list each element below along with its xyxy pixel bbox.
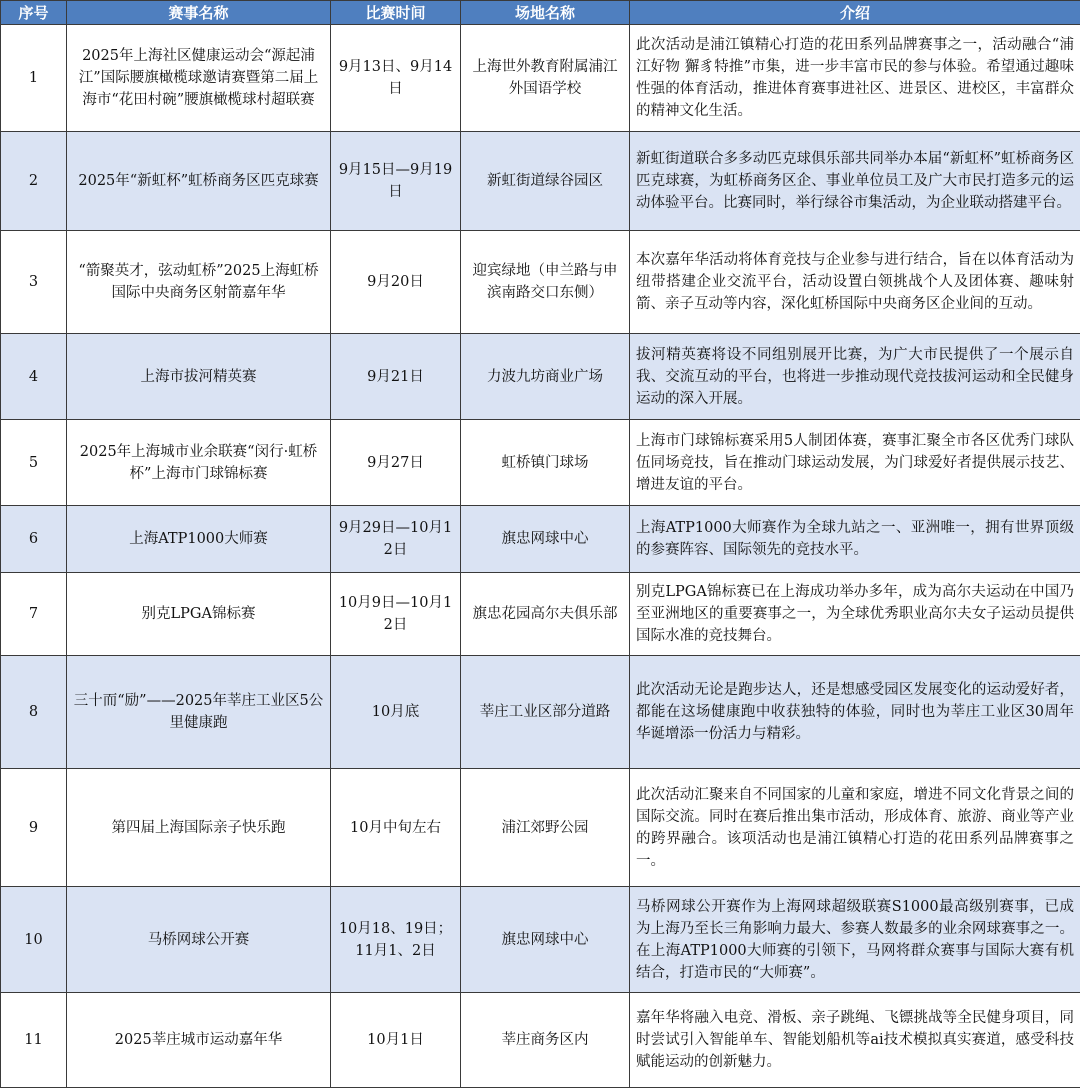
event-time: 9月29日—10月12日 [331,506,461,573]
header-venue: 场地名称 [461,1,630,25]
row-index: 1 [1,25,67,132]
table-body [1,25,1080,1088]
event-intro: 马桥网球公开赛作为上海网球超级联赛S1000最高级别赛事，已成为上海乃至长三角影响力最大、参赛人数最多的业余网球赛事之一。在上海ATP1000大师赛的引领下，马网将群众赛事与国际大赛有机结合，打造市民的“大师赛”。 [630,887,1080,993]
event-time: 10月中旬左右 [331,769,461,887]
event-name: 2025年“新虹杯”虹桥商务区匹克球赛 [67,132,331,231]
event-intro: 拔河精英赛将设不同组别展开比赛，为广大市民提供了一个展示自我、交流互动的平台，也将进一步推动现代竞技拔河运动和全民健身运动的深入开展。 [630,334,1080,420]
event-venue: 浦江郊野公园 [461,769,630,887]
table-row [1,993,1080,1088]
event-venue: 旗忠花园高尔夫俱乐部 [461,573,630,656]
table-row [1,656,1080,769]
event-time: 10月1日 [331,993,461,1088]
event-venue: 莘庄商务区内 [461,993,630,1088]
table-row [1,573,1080,656]
table-row [1,25,1080,132]
event-intro: 别克LPGA锦标赛已在上海成功举办多年，成为高尔夫运动在中国乃至亚洲地区的重要赛事之一，为全球优秀职业高尔夫女子运动员提供国际水准的竞技舞台。 [630,573,1080,656]
row-index: 6 [1,506,67,573]
event-venue: 旗忠网球中心 [461,506,630,573]
event-name: “箭聚英才，弦动虹桥”2025上海虹桥国际中央商务区射箭嘉年华 [67,231,331,334]
event-time: 10月18、19日；11月1、2日 [331,887,461,993]
event-time: 9月21日 [331,334,461,420]
event-intro: 本次嘉年华活动将体育竞技与企业参与进行结合，旨在以体育活动为纽带搭建企业交流平台，活动设置白领挑战个人及团体赛、趣味射箭、亲子互动等内容，深化虹桥国际中央商务区企业间的互动。 [630,231,1080,334]
event-intro: 上海市门球锦标赛采用5人制团体赛，赛事汇聚全市各区优秀门球队伍同场竞技，旨在推动门球运动发展，为门球爱好者提供展示技艺、增进友谊的平台。 [630,420,1080,506]
row-index: 8 [1,656,67,769]
event-name: 2025莘庄城市运动嘉年华 [67,993,331,1088]
row-index: 11 [1,993,67,1088]
event-time: 9月27日 [331,420,461,506]
event-name: 别克LPGA锦标赛 [67,573,331,656]
table-header [1,1,1080,25]
event-venue: 虹桥镇门球场 [461,420,630,506]
event-time: 10月9日—10月12日 [331,573,461,656]
table-row [1,506,1080,573]
table-row [1,887,1080,993]
event-name: 第四届上海国际亲子快乐跑 [67,769,331,887]
event-time: 9月15日—9月19日 [331,132,461,231]
event-intro: 此次活动无论是跑步达人，还是想感受园区发展变化的运动爱好者，都能在这场健康跑中收获独特的体验，同时也为莘庄工业区30周年华诞增添一份活力与精彩。 [630,656,1080,769]
event-intro: 嘉年华将融入电竞、滑板、亲子跳绳、飞镖挑战等全民健身项目，同时尝试引入智能单车、智能划船机等ai技术模拟真实赛道，感受科技赋能运动的创新魅力。 [630,993,1080,1088]
event-name: 上海ATP1000大师赛 [67,506,331,573]
event-name: 三十而“励”——2025年莘庄工业区5公里健康跑 [67,656,331,769]
row-index: 4 [1,334,67,420]
event-name: 2025年上海社区健康运动会“源起浦江”国际腰旗橄榄球邀请赛暨第二届上海市“花田村碗”腰旗橄榄球村超联赛 [67,25,331,132]
row-index: 3 [1,231,67,334]
event-time: 9月13日、9月14日 [331,25,461,132]
event-intro: 新虹街道联合多多动匹克球俱乐部共同举办本届“新虹杯”虹桥商务区匹克球赛，为虹桥商务区企、事业单位员工及广大市民打造多元的运动体验平台。比赛同时，举行绿谷市集活动，为企业联动搭建平台。 [630,132,1080,231]
table-row [1,132,1080,231]
event-time: 10月底 [331,656,461,769]
table-row [1,231,1080,334]
event-name: 马桥网球公开赛 [67,887,331,993]
table-row [1,334,1080,420]
event-venue: 力波九坊商业广场 [461,334,630,420]
event-venue: 上海世外教育附属浦江外国语学校 [461,25,630,132]
event-intro: 此次活动是浦江镇精心打造的花田系列品牌赛事之一，活动融合“浦江好物 獬豸特推”市集，进一步丰富市民的参与体验。希望通过趣味性强的体育活动，推进体育赛事进社区、进景区、进校区，丰富群众的精神文化生活。 [630,25,1080,132]
header-intro: 介绍 [630,1,1080,25]
row-index: 2 [1,132,67,231]
header-row [1,1,1080,25]
event-time: 9月20日 [331,231,461,334]
table-row [1,769,1080,887]
row-index: 9 [1,769,67,887]
table-row [1,420,1080,506]
row-index: 10 [1,887,67,993]
event-venue: 新虹街道绿谷园区 [461,132,630,231]
event-venue: 莘庄工业区部分道路 [461,656,630,769]
event-venue: 旗忠网球中心 [461,887,630,993]
header-index: 序号 [1,1,67,25]
row-index: 7 [1,573,67,656]
event-venue: 迎宾绿地（申兰路与申滨南路交口东侧） [461,231,630,334]
event-name: 上海市拔河精英赛 [67,334,331,420]
header-event-name: 赛事名称 [67,1,331,25]
event-name: 2025年上海城市业余联赛“闵行·虹桥杯”上海市门球锦标赛 [67,420,331,506]
event-intro: 上海ATP1000大师赛作为全球九站之一、亚洲唯一，拥有世界顶级的参赛阵容、国际领先的竞技水平。 [630,506,1080,573]
event-intro: 此次活动汇聚来自不同国家的儿童和家庭，增进不同文化背景之间的国际交流。同时在赛后推出集市活动，形成体育、旅游、商业等产业的跨界融合。该项活动也是浦江镇精心打造的花田系列品牌赛事之一。 [630,769,1080,887]
header-event-time: 比赛时间 [331,1,461,25]
row-index: 5 [1,420,67,506]
